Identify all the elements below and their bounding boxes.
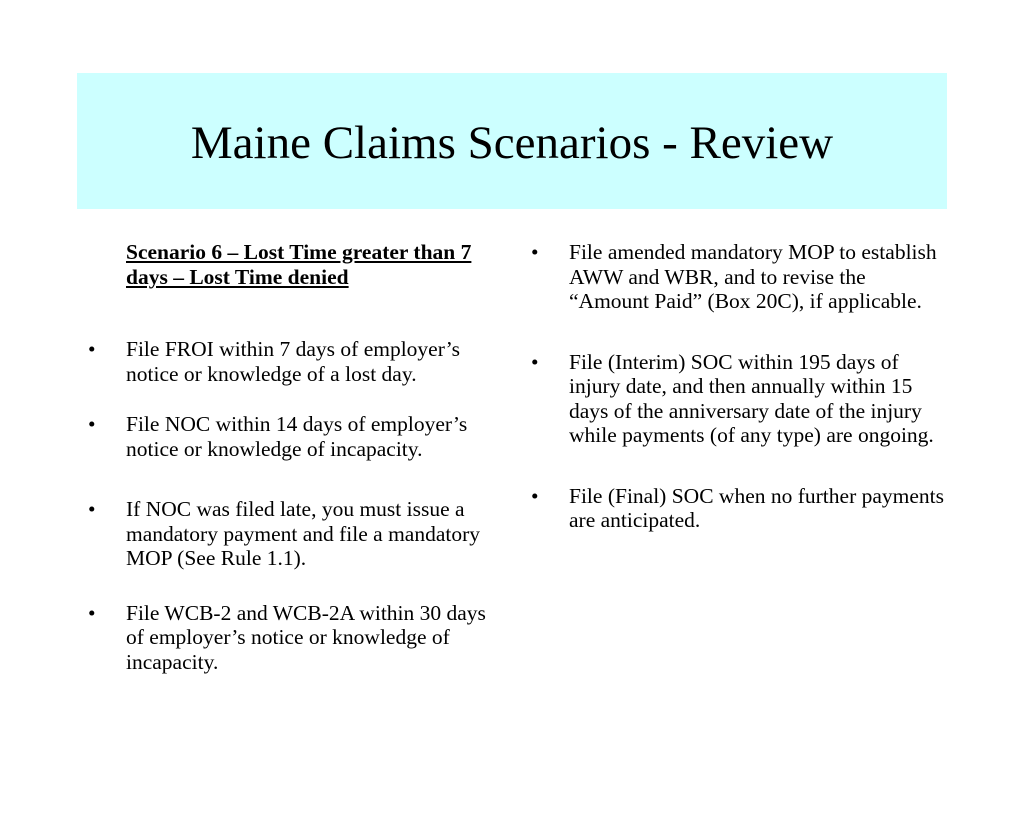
list-item-text: File WCB-2 and WCB-2A within 30 days of employer’s notice or knowledge of incapacity.: [126, 600, 486, 674]
bullet-marker: •: [88, 337, 96, 361]
scenario-heading: Scenario 6 – Lost Time greater than 7 days – Lost Time denied: [126, 240, 472, 289]
slide-title: Maine Claims Scenarios - Review: [190, 116, 834, 169]
bullet-marker: •: [88, 600, 96, 625]
bullet-marker: •: [531, 483, 539, 508]
list-item: [528, 484, 948, 533]
list-item-text: File FROI within 7 days of employer’s notice or knowledge of a lost day.: [126, 337, 461, 386]
list-item: [85, 412, 505, 461]
bullet-marker: •: [88, 497, 96, 521]
list-item-text: File NOC within 14 days of employer’s notice or knowledge of incapacity.: [126, 412, 468, 461]
list-item-text: If NOC was filed late, you must issue a mandatory payment and file a mandatory MOP (See Rule 1.1).: [126, 497, 481, 570]
bullet-marker: •: [531, 349, 539, 374]
list-item-text: File (Final) SOC when no further payments are anticipated.: [569, 483, 945, 532]
right-column: [528, 240, 948, 533]
bullet-marker: •: [88, 412, 96, 436]
title-banner: [77, 73, 947, 209]
list-item-text: File (Interim) SOC within 195 days of injury date, and then annually within 15 days of the anniversary date of the injury while payments (of any type) are ongoing.: [569, 349, 934, 447]
list-item: [528, 240, 948, 314]
list-item: [85, 337, 505, 386]
list-item: [85, 497, 505, 571]
bullet-marker: •: [531, 240, 539, 264]
left-column: [85, 240, 505, 674]
list-item: [528, 350, 948, 448]
list-item-text: File amended mandatory MOP to establish AWW and WBR, and to revise the “Amount Paid” (Box 20C), if applicable.: [569, 240, 937, 313]
list-item: [85, 601, 505, 675]
